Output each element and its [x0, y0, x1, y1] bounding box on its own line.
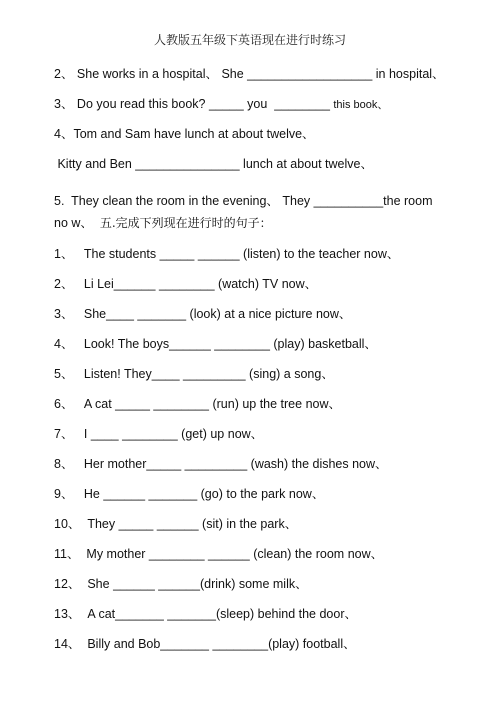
exercise-item: 9、 He ______ _______ (go) to the park now、 — [54, 487, 325, 501]
exercise-item: 14、 Billy and Bob_______ ________(play) football、 — [54, 637, 356, 651]
question-4: 4、Tom and Sam have lunch at about twelve、 — [54, 127, 315, 141]
exercise-item: 2、 Li Lei______ ________ (watch) TV now、 — [54, 277, 318, 291]
question-3-tail: this book、 — [333, 99, 389, 111]
page-title: 人教版五年级下英语现在进行时练习 — [153, 33, 346, 47]
exercise-item: 13、 A cat_______ _______(sleep) behind the door、 — [54, 607, 358, 621]
exercise-item: 10、 They _____ ______ (sit) in the park、 — [54, 517, 298, 531]
question-5-continued — [54, 213, 272, 231]
exercise-item: 3、 She____ _______ (look) at a nice picture now、 — [54, 307, 352, 321]
exercise-item: 8、 Her mother_____ _________ (wash) the dishes now、 — [54, 457, 388, 471]
question-5: 5. They clean the room in the evening、 They __________the room — [54, 194, 433, 208]
exercise-item: 5、 Listen! They____ _________ (sing) a song、 — [54, 367, 334, 381]
question-4-answer-line: Kitty and Ben _______________ lunch at about twelve、 — [54, 157, 373, 171]
exercise-item: 6、 A cat _____ ________ (run) up the tree now、 — [54, 397, 341, 411]
exercise-item: 7、 I ____ ________ (get) up now、 — [54, 427, 264, 441]
question-3 — [54, 94, 388, 112]
section-5-heading: 五.完成下列现在进行时的句子： — [99, 216, 272, 230]
question-2: 2、 She works in a hospital、 She __________________ in hospital、 — [54, 67, 445, 81]
exercise-item: 1、 The students _____ ______ (listen) to the teacher now、 — [54, 247, 400, 261]
question-3-text: 3、 Do you read this book? _____ you ________ — [54, 97, 334, 111]
exercise-item: 12、 She ______ ______(drink) some milk、 — [54, 577, 308, 591]
exercise-item: 11、 My mother ________ ______ (clean) the room now、 — [54, 547, 384, 561]
exercise-item: 4、 Look! The boys______ ________ (play) basketball、 — [54, 337, 377, 351]
question-5-tail: no w、 — [54, 216, 100, 230]
